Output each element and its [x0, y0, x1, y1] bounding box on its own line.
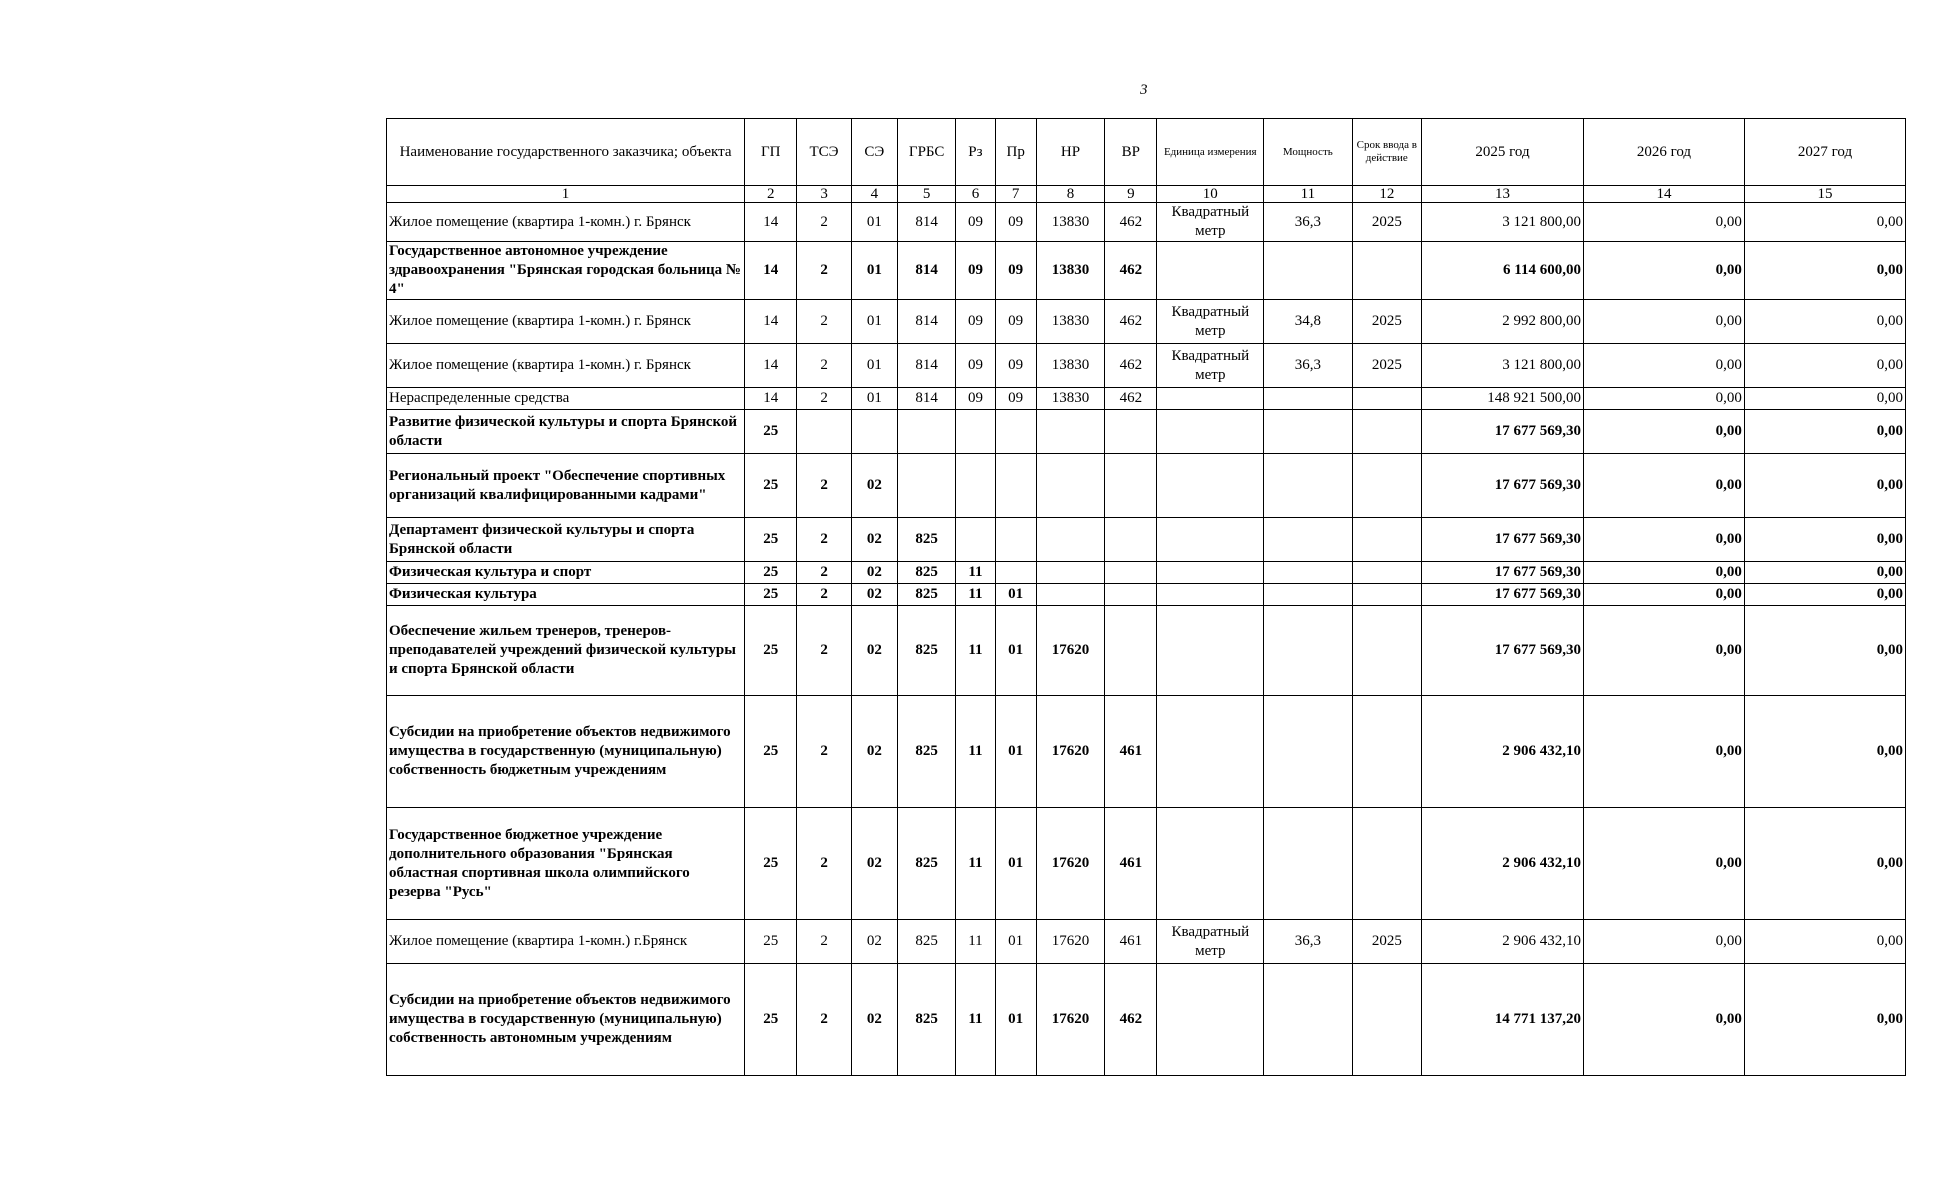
- cell-unit: [1157, 518, 1264, 562]
- row-name: Физическая культура: [387, 584, 745, 606]
- cell-tse: 2: [797, 606, 851, 696]
- cell-2025: 2 906 432,10: [1422, 696, 1584, 808]
- cell-vr: 461: [1105, 920, 1157, 964]
- cell-2027: 0,00: [1744, 454, 1905, 518]
- cell-2027: 0,00: [1744, 808, 1905, 920]
- cell-grbs: 825: [897, 562, 955, 584]
- cell-2025: 17 677 569,30: [1422, 410, 1584, 454]
- cell-se: 01: [851, 344, 897, 388]
- cell-gp: 25: [745, 964, 797, 1076]
- cell-unit: Квадратный метр: [1157, 344, 1264, 388]
- cell-term: [1352, 964, 1421, 1076]
- cell-tse: 2: [797, 808, 851, 920]
- cell-se: 01: [851, 388, 897, 410]
- cell-pr: 09: [995, 300, 1036, 344]
- cell-2027: 0,00: [1744, 562, 1905, 584]
- cell-gp: 25: [745, 584, 797, 606]
- cell-2026: 0,00: [1583, 518, 1744, 562]
- cell-2026: 0,00: [1583, 388, 1744, 410]
- cell-gp: 25: [745, 518, 797, 562]
- cell-tse: 2: [797, 454, 851, 518]
- cell-unit: Квадратный метр: [1157, 920, 1264, 964]
- cell-term: [1352, 242, 1421, 300]
- cell-power: 36,3: [1264, 344, 1353, 388]
- cell-term: 2025: [1352, 920, 1421, 964]
- column-number: 2: [745, 186, 797, 203]
- cell-pr: 01: [995, 808, 1036, 920]
- cell-power: 36,3: [1264, 920, 1353, 964]
- cell-vr: [1105, 584, 1157, 606]
- cell-pr: 01: [995, 920, 1036, 964]
- cell-tse: 2: [797, 584, 851, 606]
- cell-power: [1264, 410, 1353, 454]
- cell-pr: [995, 518, 1036, 562]
- cell-term: [1352, 410, 1421, 454]
- cell-term: 2025: [1352, 203, 1421, 242]
- cell-nr: 17620: [1036, 696, 1104, 808]
- cell-rz: [956, 454, 995, 518]
- table-row: [387, 696, 1906, 808]
- column-number: 12: [1352, 186, 1421, 203]
- cell-term: [1352, 388, 1421, 410]
- row-name: Субсидии на приобретение объектов недвижимого имущества в государственную (муниципальную) собственность бюджетным учреждениям: [387, 696, 745, 808]
- column-number: 15: [1744, 186, 1905, 203]
- cell-gp: 14: [745, 344, 797, 388]
- cell-pr: [995, 562, 1036, 584]
- page-number: 3: [1140, 82, 1148, 98]
- cell-grbs: 814: [897, 344, 955, 388]
- cell-tse: 2: [797, 964, 851, 1076]
- cell-vr: 462: [1105, 203, 1157, 242]
- cell-2027: 0,00: [1744, 964, 1905, 1076]
- cell-2027: 0,00: [1744, 203, 1905, 242]
- cell-gp: 25: [745, 920, 797, 964]
- cell-vr: [1105, 518, 1157, 562]
- column-number: 4: [851, 186, 897, 203]
- cell-nr: 13830: [1036, 388, 1104, 410]
- cell-pr: 09: [995, 242, 1036, 300]
- cell-rz: 11: [956, 606, 995, 696]
- cell-tse: 2: [797, 696, 851, 808]
- cell-2025: 2 906 432,10: [1422, 920, 1584, 964]
- cell-pr: [995, 410, 1036, 454]
- cell-tse: 2: [797, 920, 851, 964]
- cell-rz: [956, 410, 995, 454]
- cell-power: 34,8: [1264, 300, 1353, 344]
- cell-se: 02: [851, 454, 897, 518]
- row-name: Региональный проект "Обеспечение спортивных организаций квалифицированными кадрами": [387, 454, 745, 518]
- cell-se: 02: [851, 562, 897, 584]
- cell-power: [1264, 242, 1353, 300]
- cell-2026: 0,00: [1583, 964, 1744, 1076]
- cell-vr: 462: [1105, 388, 1157, 410]
- cell-se: [851, 410, 897, 454]
- table-row: [387, 606, 1906, 696]
- cell-2026: 0,00: [1583, 584, 1744, 606]
- budget-table: [386, 118, 1906, 1076]
- table-row: [387, 203, 1906, 242]
- cell-2027: 0,00: [1744, 696, 1905, 808]
- cell-grbs: 825: [897, 518, 955, 562]
- cell-2025: 3 121 800,00: [1422, 344, 1584, 388]
- cell-unit: [1157, 964, 1264, 1076]
- cell-nr: 13830: [1036, 242, 1104, 300]
- cell-2025: 6 114 600,00: [1422, 242, 1584, 300]
- cell-rz: 11: [956, 808, 995, 920]
- header-2026: 2026 год: [1583, 119, 1744, 186]
- cell-nr: 13830: [1036, 300, 1104, 344]
- cell-rz: 09: [956, 344, 995, 388]
- column-number: 10: [1157, 186, 1264, 203]
- column-number: 9: [1105, 186, 1157, 203]
- cell-term: [1352, 518, 1421, 562]
- cell-pr: 01: [995, 696, 1036, 808]
- row-name: Нераспределенные средства: [387, 388, 745, 410]
- cell-2027: 0,00: [1744, 920, 1905, 964]
- column-number-row: [387, 186, 1906, 203]
- cell-term: [1352, 696, 1421, 808]
- cell-power: [1264, 964, 1353, 1076]
- cell-vr: 462: [1105, 964, 1157, 1076]
- cell-vr: 462: [1105, 300, 1157, 344]
- cell-vr: [1105, 454, 1157, 518]
- cell-2026: 0,00: [1583, 300, 1744, 344]
- cell-rz: 11: [956, 584, 995, 606]
- cell-pr: 09: [995, 203, 1036, 242]
- cell-2026: 0,00: [1583, 808, 1744, 920]
- cell-grbs: [897, 410, 955, 454]
- column-number: 5: [897, 186, 955, 203]
- cell-2027: 0,00: [1744, 300, 1905, 344]
- cell-term: [1352, 808, 1421, 920]
- table-row: [387, 584, 1906, 606]
- cell-vr: 461: [1105, 696, 1157, 808]
- header-unit: Единица измерения: [1157, 119, 1264, 186]
- cell-tse: [797, 410, 851, 454]
- cell-2025: 17 677 569,30: [1422, 454, 1584, 518]
- cell-2025: 2 906 432,10: [1422, 808, 1584, 920]
- cell-power: [1264, 454, 1353, 518]
- cell-nr: [1036, 454, 1104, 518]
- cell-se: 02: [851, 920, 897, 964]
- cell-nr: 13830: [1036, 344, 1104, 388]
- cell-rz: 09: [956, 300, 995, 344]
- cell-unit: [1157, 242, 1264, 300]
- cell-term: [1352, 606, 1421, 696]
- cell-rz: 11: [956, 562, 995, 584]
- cell-power: [1264, 584, 1353, 606]
- cell-gp: 14: [745, 203, 797, 242]
- cell-rz: 09: [956, 203, 995, 242]
- cell-se: 02: [851, 518, 897, 562]
- cell-pr: 01: [995, 964, 1036, 1076]
- cell-2026: 0,00: [1583, 562, 1744, 584]
- cell-nr: [1036, 410, 1104, 454]
- cell-unit: [1157, 808, 1264, 920]
- cell-2027: 0,00: [1744, 344, 1905, 388]
- cell-vr: [1105, 606, 1157, 696]
- cell-se: 02: [851, 964, 897, 1076]
- cell-se: 02: [851, 606, 897, 696]
- column-number: 13: [1422, 186, 1584, 203]
- table-body: [387, 203, 1906, 1076]
- row-name: Физическая культура и спорт: [387, 562, 745, 584]
- cell-unit: [1157, 454, 1264, 518]
- cell-vr: 462: [1105, 344, 1157, 388]
- cell-2026: 0,00: [1583, 696, 1744, 808]
- cell-2026: 0,00: [1583, 203, 1744, 242]
- cell-nr: 17620: [1036, 606, 1104, 696]
- cell-pr: [995, 454, 1036, 518]
- cell-se: 02: [851, 584, 897, 606]
- header-row: [387, 119, 1906, 186]
- header-2025: 2025 год: [1422, 119, 1584, 186]
- cell-se: 01: [851, 300, 897, 344]
- cell-unit: [1157, 388, 1264, 410]
- table-row: [387, 242, 1906, 300]
- row-name: Жилое помещение (квартира 1-комн.) г. Брянск: [387, 300, 745, 344]
- row-name: Развитие физической культуры и спорта Брянской области: [387, 410, 745, 454]
- header-grbs: ГРБС: [897, 119, 955, 186]
- cell-2026: 0,00: [1583, 606, 1744, 696]
- cell-vr: [1105, 562, 1157, 584]
- cell-tse: 2: [797, 203, 851, 242]
- cell-power: [1264, 388, 1353, 410]
- table-row: [387, 518, 1906, 562]
- cell-grbs: [897, 454, 955, 518]
- cell-term: [1352, 454, 1421, 518]
- cell-nr: 13830: [1036, 203, 1104, 242]
- column-number: 7: [995, 186, 1036, 203]
- header-nr: НР: [1036, 119, 1104, 186]
- cell-2025: 14 771 137,20: [1422, 964, 1584, 1076]
- cell-2025: 17 677 569,30: [1422, 562, 1584, 584]
- cell-unit: Квадратный метр: [1157, 300, 1264, 344]
- cell-pr: 01: [995, 606, 1036, 696]
- cell-vr: [1105, 410, 1157, 454]
- cell-term: [1352, 584, 1421, 606]
- cell-2026: 0,00: [1583, 242, 1744, 300]
- header-rz: Рз: [956, 119, 995, 186]
- cell-grbs: 825: [897, 920, 955, 964]
- cell-pr: 09: [995, 344, 1036, 388]
- cell-2027: 0,00: [1744, 518, 1905, 562]
- cell-gp: 25: [745, 606, 797, 696]
- cell-grbs: 825: [897, 696, 955, 808]
- cell-grbs: 814: [897, 300, 955, 344]
- header-gp: ГП: [745, 119, 797, 186]
- cell-nr: 17620: [1036, 920, 1104, 964]
- cell-nr: 17620: [1036, 808, 1104, 920]
- cell-gp: 25: [745, 808, 797, 920]
- table-row: [387, 300, 1906, 344]
- cell-rz: 11: [956, 964, 995, 1076]
- cell-nr: [1036, 584, 1104, 606]
- row-name: Государственное автономное учреждение здравоохранения "Брянская городская больница № 4": [387, 242, 745, 300]
- column-number: 8: [1036, 186, 1104, 203]
- column-number: 1: [387, 186, 745, 203]
- column-number: 6: [956, 186, 995, 203]
- cell-tse: 2: [797, 300, 851, 344]
- header-se: СЭ: [851, 119, 897, 186]
- header-2027: 2027 год: [1744, 119, 1905, 186]
- cell-gp: 25: [745, 454, 797, 518]
- cell-2025: 17 677 569,30: [1422, 518, 1584, 562]
- table-row: [387, 964, 1906, 1076]
- cell-unit: Квадратный метр: [1157, 203, 1264, 242]
- header-tse: ТСЭ: [797, 119, 851, 186]
- cell-power: [1264, 606, 1353, 696]
- header-vr: ВР: [1105, 119, 1157, 186]
- cell-rz: 11: [956, 696, 995, 808]
- cell-gp: 14: [745, 388, 797, 410]
- column-number: 14: [1583, 186, 1744, 203]
- cell-gp: 25: [745, 410, 797, 454]
- cell-grbs: 814: [897, 388, 955, 410]
- row-name: Жилое помещение (квартира 1-комн.) г. Брянск: [387, 203, 745, 242]
- cell-vr: 461: [1105, 808, 1157, 920]
- table-row: [387, 454, 1906, 518]
- table-row: [387, 920, 1906, 964]
- column-number: 3: [797, 186, 851, 203]
- cell-2025: 3 121 800,00: [1422, 203, 1584, 242]
- row-name: Государственное бюджетное учреждение дополнительного образования "Брянская областная спортивная школа олимпийского резерва "Русь": [387, 808, 745, 920]
- cell-gp: 14: [745, 242, 797, 300]
- table-row: [387, 388, 1906, 410]
- cell-grbs: 825: [897, 808, 955, 920]
- cell-term: 2025: [1352, 300, 1421, 344]
- cell-2027: 0,00: [1744, 606, 1905, 696]
- cell-se: 02: [851, 808, 897, 920]
- cell-pr: 09: [995, 388, 1036, 410]
- cell-grbs: 814: [897, 242, 955, 300]
- cell-nr: [1036, 518, 1104, 562]
- row-name: Субсидии на приобретение объектов недвижимого имущества в государственную (муниципальную) собственность автономным учреждениям: [387, 964, 745, 1076]
- cell-tse: 2: [797, 562, 851, 584]
- cell-tse: 2: [797, 242, 851, 300]
- cell-nr: [1036, 562, 1104, 584]
- cell-tse: 2: [797, 388, 851, 410]
- cell-vr: 462: [1105, 242, 1157, 300]
- cell-tse: 2: [797, 518, 851, 562]
- cell-grbs: 814: [897, 203, 955, 242]
- cell-2026: 0,00: [1583, 410, 1744, 454]
- cell-2027: 0,00: [1744, 410, 1905, 454]
- cell-2027: 0,00: [1744, 584, 1905, 606]
- header-pr: Пр: [995, 119, 1036, 186]
- cell-2025: 17 677 569,30: [1422, 584, 1584, 606]
- cell-power: 36,3: [1264, 203, 1353, 242]
- cell-unit: [1157, 606, 1264, 696]
- cell-unit: [1157, 562, 1264, 584]
- cell-2025: 2 992 800,00: [1422, 300, 1584, 344]
- cell-rz: 11: [956, 920, 995, 964]
- cell-2027: 0,00: [1744, 242, 1905, 300]
- cell-power: [1264, 518, 1353, 562]
- row-name: Департамент физической культуры и спорта Брянской области: [387, 518, 745, 562]
- cell-2026: 0,00: [1583, 344, 1744, 388]
- cell-se: 01: [851, 203, 897, 242]
- cell-unit: [1157, 410, 1264, 454]
- header-power: Мощность: [1264, 119, 1353, 186]
- table-row: [387, 562, 1906, 584]
- cell-nr: 17620: [1036, 964, 1104, 1076]
- cell-term: [1352, 562, 1421, 584]
- cell-2026: 0,00: [1583, 454, 1744, 518]
- header-term: Срок ввода в действие: [1352, 119, 1421, 186]
- cell-term: 2025: [1352, 344, 1421, 388]
- cell-grbs: 825: [897, 606, 955, 696]
- cell-gp: 25: [745, 696, 797, 808]
- cell-2025: 148 921 500,00: [1422, 388, 1584, 410]
- cell-rz: [956, 518, 995, 562]
- table-row: [387, 808, 1906, 920]
- cell-gp: 14: [745, 300, 797, 344]
- row-name: Обеспечение жильем тренеров, тренеров-преподавателей учреждений физической культуры и спорта Брянской области: [387, 606, 745, 696]
- cell-rz: 09: [956, 388, 995, 410]
- cell-rz: 09: [956, 242, 995, 300]
- cell-grbs: 825: [897, 584, 955, 606]
- cell-unit: [1157, 696, 1264, 808]
- cell-pr: 01: [995, 584, 1036, 606]
- cell-se: 01: [851, 242, 897, 300]
- row-name: Жилое помещение (квартира 1-комн.) г.Брянск: [387, 920, 745, 964]
- cell-power: [1264, 696, 1353, 808]
- cell-power: [1264, 562, 1353, 584]
- header-name: Наименование государственного заказчика; объекта: [387, 119, 745, 186]
- cell-tse: 2: [797, 344, 851, 388]
- cell-se: 02: [851, 696, 897, 808]
- table-row: [387, 344, 1906, 388]
- cell-grbs: 825: [897, 964, 955, 1076]
- cell-2027: 0,00: [1744, 388, 1905, 410]
- cell-2026: 0,00: [1583, 920, 1744, 964]
- cell-unit: [1157, 584, 1264, 606]
- cell-2025: 17 677 569,30: [1422, 606, 1584, 696]
- cell-gp: 25: [745, 562, 797, 584]
- row-name: Жилое помещение (квартира 1-комн.) г. Брянск: [387, 344, 745, 388]
- table-row: [387, 410, 1906, 454]
- column-number: 11: [1264, 186, 1353, 203]
- cell-power: [1264, 808, 1353, 920]
